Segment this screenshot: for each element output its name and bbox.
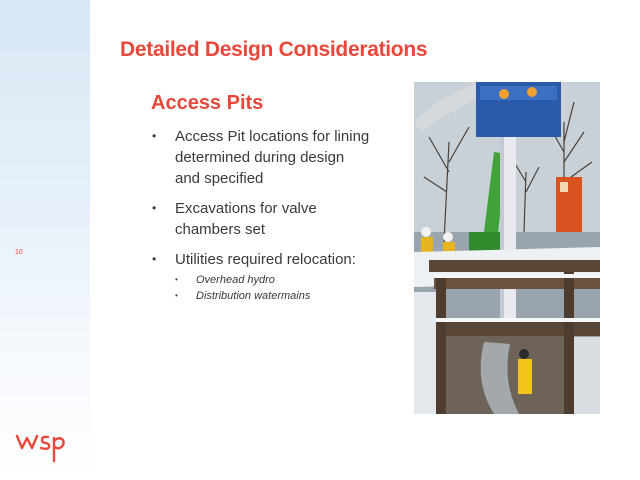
bullet-list [152,126,372,313]
sub-bullet-item [175,272,405,288]
sub-bullet-icon: • [175,291,178,300]
bullet-icon: • [152,201,157,215]
bullet-item [152,249,372,304]
bullet-icon: • [152,129,157,143]
sub-bullet-text: Distribution watermains [196,290,311,302]
slide-title: Detailed Design Considerations [120,38,428,61]
wsp-logo [15,428,67,464]
sub-bullet-text: Overhead hydro [196,274,275,286]
sub-bullet-item [175,288,405,304]
bullet-item [152,198,372,240]
bullet-item [152,126,372,189]
bullet-text: Excavations for valve chambers set [175,200,317,238]
bullet-text: Utilities required relocation: [175,251,356,268]
bullet-text: Access Pit locations for lining determined during design and specified [175,128,370,187]
bullet-icon: • [152,252,157,266]
slide-sidebar [0,0,90,480]
access-pit-photo [414,82,600,414]
sub-bullet-icon: • [175,275,178,284]
page-number: 10 [15,249,23,256]
sub-bullet-list [175,272,405,304]
slide-subtitle: Access Pits [151,92,264,114]
